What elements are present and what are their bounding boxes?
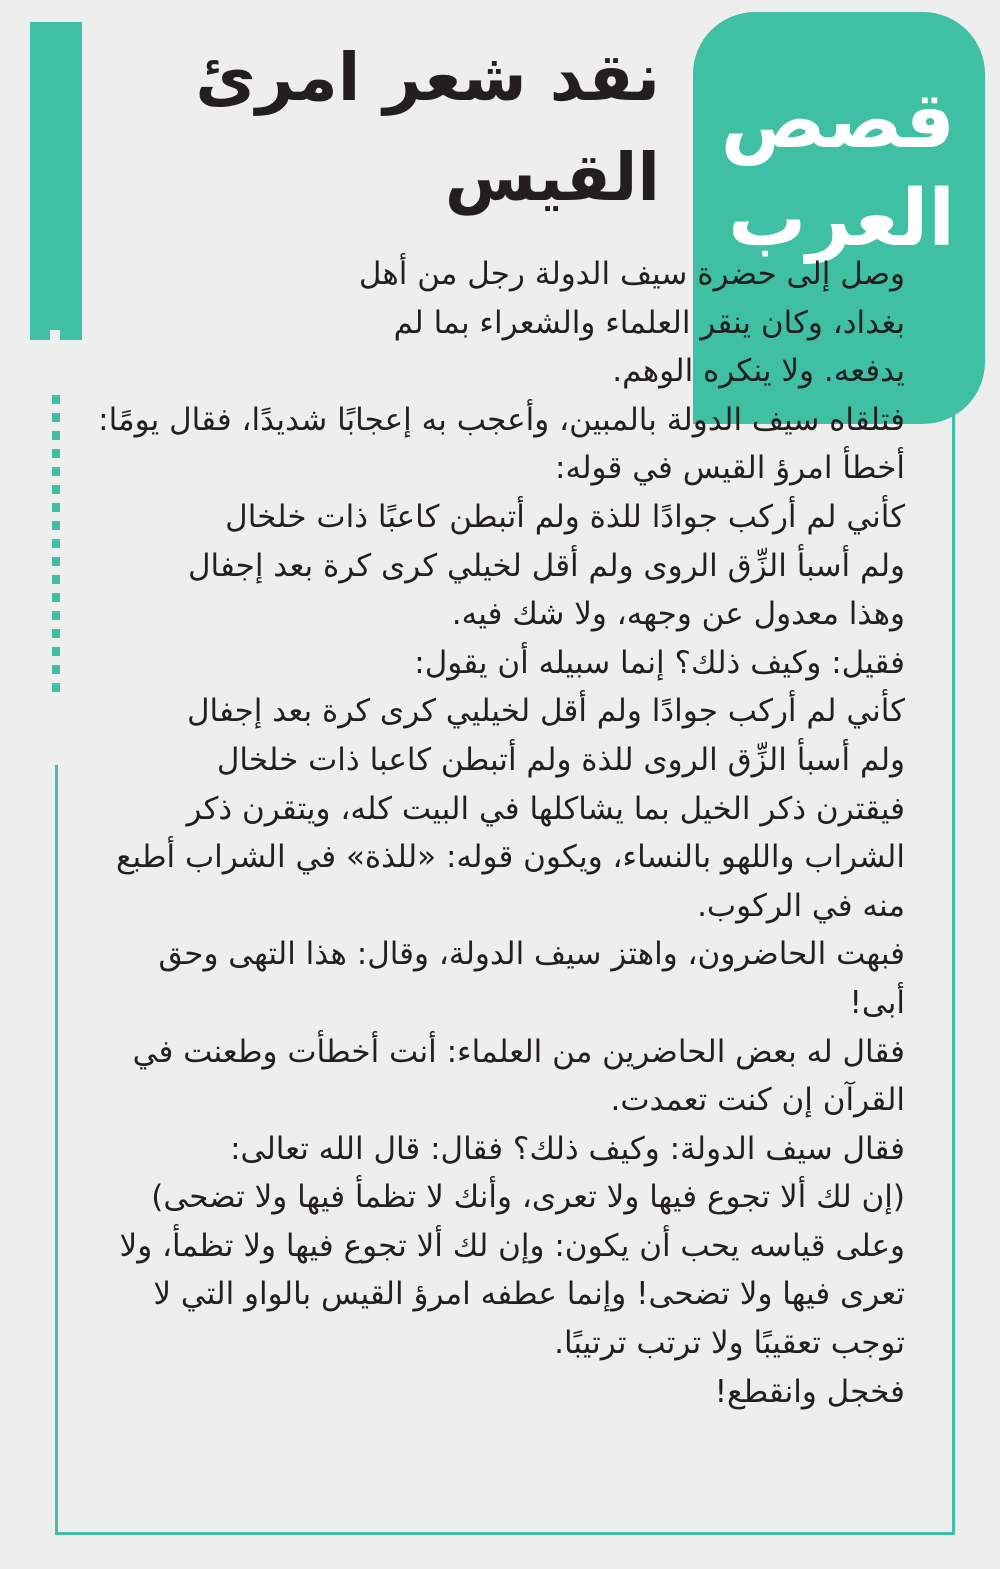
section-badge-text: [720, 72, 955, 268]
paragraph: فقال له بعض الحاضرين من العلماء: أنت أخطأت وطعنت في القرآن إن كنت تعمدت.: [132, 1033, 905, 1119]
paragraph: وهذا معدول عن وجهه، ولا شك فيه.: [451, 596, 905, 633]
frame-gap: [50, 695, 60, 765]
verse-line: ولم أسبأ الزِّق الروى للذة ولم أتبطن كاعبا ذات خلخال: [216, 741, 905, 778]
paragraph: فخجل وانقطع!: [714, 1373, 905, 1410]
verse-line: ولم أسبأ الزِّق الروى ولم أقل لخيلي كرى كرة بعد إجفال: [188, 547, 905, 584]
paragraph: وصل إلى حضرة سيف الدولة رجل من أهل بغداد، وكان ينقر العلماء والشعراء بما لم يدفعه. ولا ينكره الوهم.: [358, 256, 905, 390]
article-title: نقد شعر امرئ القيس: [195, 39, 660, 216]
dashed-border: [52, 395, 60, 695]
verse-line: كأني لم أركب جوادًا ولم أقل لخيليي كرى كرة بعد إجفال: [186, 693, 905, 730]
paragraph: فقال سيف الدولة: وكيف ذلك؟ فقال: قال الله تعالى:: [230, 1130, 905, 1167]
section-badge-line2: العرب: [728, 174, 955, 264]
section-badge-line1: قصص: [720, 76, 955, 166]
paragraph: فيقترن ذكر الخيل بما يشاكلها في البيت كله، ويتقرن ذكر الشراب واللهو بالنساء، ويكون قوله: «للذة» في الشراب أطبع منه في الركوب.: [115, 790, 905, 924]
paragraph: وعلى قياسه يحب أن يكون: وإن لك ألا تجوع فيها ولا تظمأ، ولا تعرى فيها ولا تضحى! وإنما عطفه امرؤ القيس بالواو التي لا توجب تعقيبًا ولا ترتب ترتيبًا.: [119, 1227, 905, 1362]
article-body: [95, 250, 905, 1416]
paragraph: فقيل: وكيف ذلك؟ إنما سبيله أن يقول:: [414, 644, 905, 681]
paragraph: فتلقاه سيف الدولة بالمبين، وأعجب به إعجابًا شديدًا، فقال يومًا: أخطأ امرؤ القيس في قوله:: [98, 401, 905, 487]
paragraph: فبهت الحاضرون، واهتز سيف الدولة، وقال: هذا التهى وحق أبى!: [158, 936, 905, 1021]
accent-bar: [30, 22, 82, 340]
verse-line: كأني لم أركب جوادًا للذة ولم أتبطن كاعبًا ذات خلخال: [225, 498, 905, 535]
frame-gap: [50, 330, 60, 395]
quran-quote: (إن لك ألا تجوع فيها ولا تعرى، وأنك لا تظمأ فيها ولا تضحى): [151, 1179, 905, 1216]
